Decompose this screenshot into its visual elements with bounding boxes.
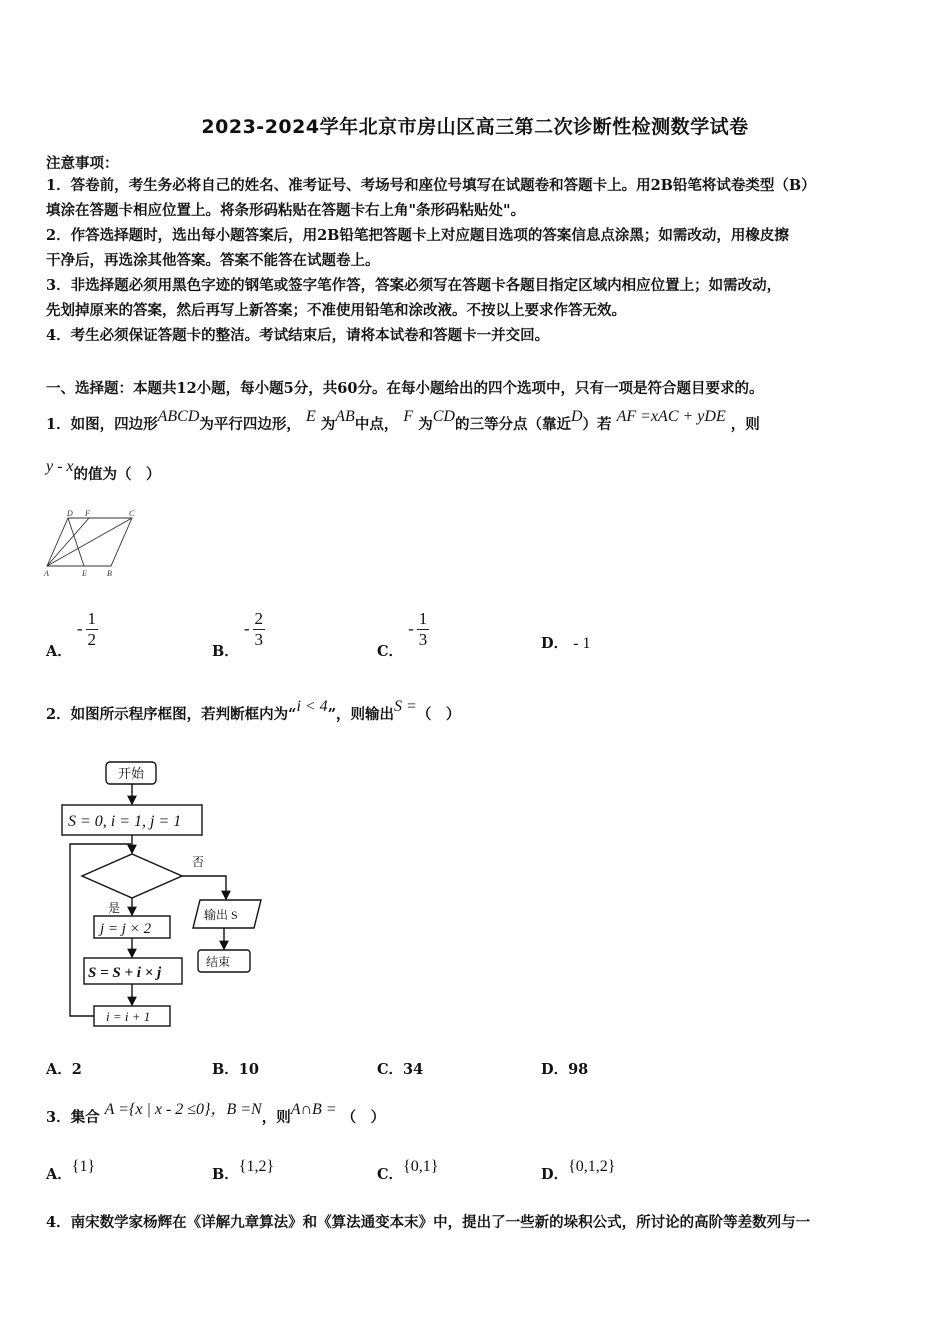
q1-math: AB (335, 408, 355, 425)
question-4-stem: 4．南宋数学家杨辉在《详解九章算法》和《算法通变本末》中，提出了一些新的垛积公式，所讨论的高阶等差数列与一 (46, 1214, 811, 1231)
q1-math: ABCD (157, 408, 200, 425)
notice-line: 1．答卷前，考生务必将自己的姓名、准考证号、考场号和座位号填写在试题卷和答题卡上。用2B铅笔将试卷类型（B） (46, 177, 816, 194)
option-label: D． (541, 635, 569, 652)
fraction-denominator: 2 (87, 630, 96, 649)
flowchart-figure (56, 758, 276, 1033)
option-value: {0,1,2} (568, 1158, 616, 1175)
q3-text: （ ） (341, 1109, 386, 1126)
fraction (417, 609, 430, 650)
q2-text: 2．如图所示程序框图，若判断框内为“ (46, 706, 297, 723)
parallelogram-figure (40, 508, 150, 580)
option-value: 34 (403, 1061, 424, 1078)
option-label: B． (212, 642, 239, 660)
fraction-denominator: 3 (254, 630, 263, 649)
option-value: 2 (71, 1061, 82, 1078)
q2-option-c[interactable] (377, 1058, 423, 1079)
q1-text: 1．如图，四边形 (46, 416, 158, 433)
notice-heading: 注意事项： (46, 155, 119, 172)
q1-text: 为 (320, 416, 336, 433)
q2-text: ”，则输出 (327, 706, 395, 723)
flow-step1-label: j = j × 2 (100, 921, 152, 937)
q3-text: 3．集合 (46, 1109, 100, 1126)
option-label: D． (541, 1061, 569, 1078)
question-3-stem (46, 1101, 386, 1127)
q1-math: y - x (46, 458, 74, 475)
q1-text: 的值为（ ） (73, 466, 161, 483)
q1-math: D (570, 408, 583, 425)
q1-math: AF =xAC + yDE (616, 408, 726, 425)
option-label: C． (377, 642, 404, 660)
notice-line: 3．非选择题必须用黑色字迹的钢笔或签字笔作答，答案必须写在答题卡各题目指定区域内相应位置上；如需改动， (46, 277, 782, 294)
point-label-d: D (67, 509, 73, 518)
option-value: - 1 (573, 635, 591, 652)
q2-math: S = (394, 698, 417, 715)
notice-line: 填涂在答题卡相应位置上。将条形码粘贴在答题卡右上角"条形码粘贴处"。 (46, 202, 526, 219)
q2-option-b[interactable] (212, 1058, 259, 1079)
notice-line: 4．考生必须保证答题卡的整洁。考试结束后，请将本试卷和答题卡一并交回。 (46, 327, 550, 344)
fraction (253, 609, 266, 650)
flow-output-label: 输出 S (204, 908, 238, 922)
q3-option-b[interactable] (212, 1158, 275, 1184)
q1-option-a[interactable] (46, 609, 98, 660)
flow-end-label: 结束 (206, 955, 231, 969)
q1-math: E (305, 408, 316, 425)
q1-option-d[interactable] (541, 632, 590, 653)
option-label: C． (377, 1166, 404, 1183)
option-label: A． (46, 1061, 72, 1078)
page-title: 2023-2024学年北京市房山区高三第二次诊断性检测数学试卷 (201, 116, 749, 138)
option-value: 98 (568, 1061, 589, 1078)
point-label-a: A (44, 569, 49, 578)
option-label: C． (377, 1061, 404, 1078)
q2-math: i < 4 (296, 698, 328, 715)
option-sign: - (243, 618, 250, 638)
question-1-stem-cont (46, 458, 161, 484)
q1-text: ，则 (730, 416, 760, 433)
option-sign: - (408, 618, 414, 638)
notice-line: 先划掉原来的答案，然后再写上新答案；不准使用铅笔和涂改液。不按以上要求作答无效。 (46, 302, 626, 319)
option-value: {0,1} (403, 1158, 439, 1175)
question-1-stem (46, 408, 760, 434)
option-value: 10 (238, 1061, 259, 1078)
fraction-numerator: 1 (418, 609, 428, 628)
q1-text: 为 (418, 416, 433, 433)
option-label: B． (212, 1166, 239, 1183)
option-sign: - (76, 618, 83, 638)
option-label: A． (46, 1166, 72, 1183)
fraction-denominator: 3 (418, 630, 428, 649)
flow-yes-label: 是 (108, 901, 121, 915)
q1-math: CD (432, 408, 455, 425)
q1-option-c[interactable] (377, 609, 429, 660)
question-2-stem (46, 698, 461, 724)
fraction-numerator: 1 (87, 609, 96, 628)
flow-step3-label: i = i + 1 (106, 1009, 151, 1024)
q3-option-d[interactable] (541, 1158, 616, 1184)
notice-line: 2．作答选择题时，选出每小题答案后，用2B铅笔把答题卡上对应题目选项的答案信息点涂黑；如需改动，用橡皮擦 (46, 227, 789, 244)
q3-math: A ={x | x - 2 ≤0}，B =N (104, 1101, 262, 1118)
q2-option-d[interactable] (541, 1058, 588, 1079)
option-label: B． (212, 1061, 239, 1078)
point-label-f: F (85, 509, 90, 518)
q3-option-a[interactable] (46, 1158, 96, 1184)
flow-no-label: 否 (192, 855, 205, 869)
point-label-b: B (107, 569, 112, 578)
notice-line: 干净后，再选涂其他答案。答案不能答在试题卷上。 (46, 252, 380, 269)
option-label: D． (541, 1166, 569, 1183)
flow-start-label: 开始 (118, 766, 145, 781)
q3-option-c[interactable] (377, 1158, 439, 1184)
section-heading: 一、选择题：本题共12小题，每小题5分，共60分。在每小题给出的四个选项中，只有一项是符合题目要求的。 (46, 380, 764, 397)
fraction-numerator: 2 (254, 609, 263, 628)
q3-text: ，则 (261, 1109, 291, 1126)
q2-text: （ ） (416, 706, 461, 723)
q1-math: F (403, 408, 414, 425)
flow-step2-label: S = S + i × j (88, 965, 162, 981)
q1-text: 中点， (354, 416, 399, 433)
option-value: {1} (71, 1158, 96, 1175)
point-label-c: C (129, 509, 135, 518)
option-label: A． (46, 642, 72, 660)
point-label-e: E (82, 569, 87, 578)
q3-math: A∩B = (290, 1101, 337, 1118)
q1-option-b[interactable] (212, 609, 265, 660)
q1-text: 的三等分点（靠近 (454, 416, 571, 433)
fraction (86, 609, 99, 650)
option-value: {1,2} (238, 1158, 275, 1175)
flow-init-label: S = 0, i = 1, j = 1 (68, 813, 182, 830)
q1-text: 为平行四边形， (199, 416, 301, 433)
q2-option-a[interactable] (46, 1058, 82, 1079)
q1-text: ）若 (582, 416, 612, 433)
